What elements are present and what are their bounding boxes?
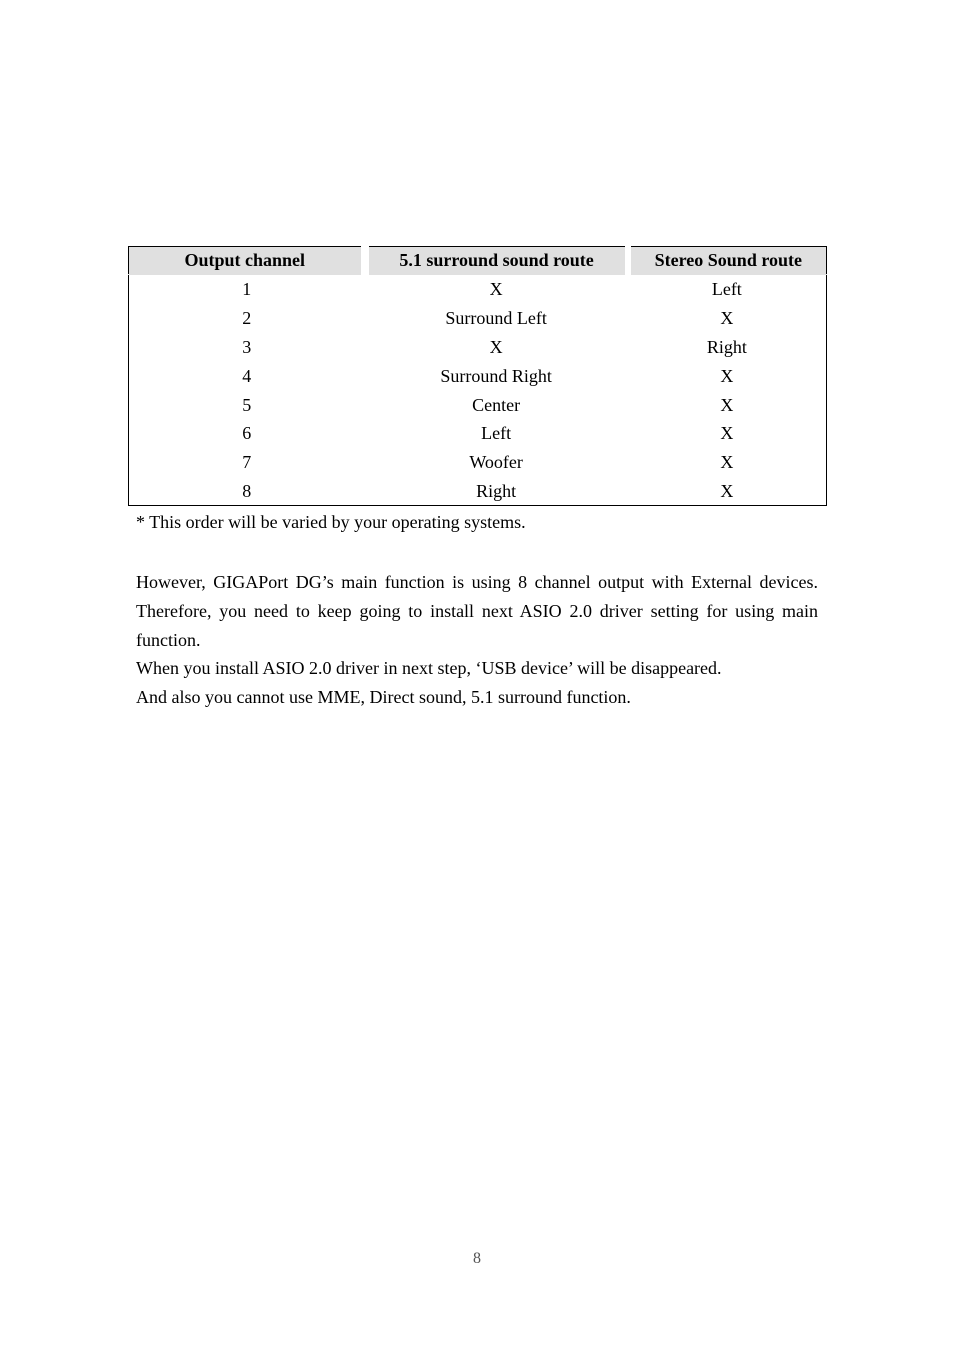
cell-output-channel: 1 — [242, 279, 252, 300]
paragraph-main-function: However, GIGAPort DG’s main function is using 8 channel output with External devices. Therefore, you need to keep going to install next ASIO 2.0 driver setting for using main function. — [136, 572, 818, 650]
cell-output-channel: 5 — [242, 394, 252, 415]
cell-output-channel: 3 — [242, 336, 252, 357]
header-surround-route: 5.1 surround sound route — [365, 247, 628, 275]
table-row — [129, 275, 827, 304]
cell-output-channel: 7 — [242, 452, 252, 473]
paragraph-usb-device-note: When you install ASIO 2.0 driver in next step, ‘USB device’ will be disappeared. — [136, 658, 722, 679]
header-stereo-route: Stereo Sound route — [628, 247, 827, 275]
table-row — [129, 477, 827, 506]
cell-surround-route: X — [489, 279, 503, 300]
table-footnote: * This order will be varied by your operating systems. — [136, 512, 526, 532]
page-number: 8 — [473, 1250, 481, 1267]
cell-output-channel: 4 — [242, 365, 252, 386]
cell-stereo-route: Right — [706, 336, 747, 357]
cell-output-channel: 2 — [242, 308, 252, 329]
cell-stereo-route: X — [720, 423, 734, 444]
table-row — [129, 361, 827, 390]
table-row — [129, 390, 827, 419]
cell-stereo-route: X — [720, 308, 734, 329]
table-row — [129, 448, 827, 477]
cell-surround-route: Center — [472, 394, 521, 415]
table-header-row — [129, 247, 827, 275]
cell-stereo-route: X — [720, 452, 734, 473]
table-row — [129, 419, 827, 448]
header-output-channel: Output channel — [129, 247, 365, 275]
cell-surround-route: Surround Right — [440, 365, 552, 386]
channel-routing-table — [128, 246, 827, 506]
cell-stereo-route: X — [720, 480, 734, 501]
cell-stereo-route: X — [720, 394, 734, 415]
cell-surround-route: Left — [481, 423, 512, 444]
cell-surround-route: Right — [476, 480, 517, 501]
body-text — [136, 568, 818, 712]
cell-stereo-route: Left — [711, 279, 742, 300]
cell-surround-route: Woofer — [469, 452, 523, 473]
cell-output-channel: 6 — [242, 423, 252, 444]
table-row — [129, 333, 827, 362]
cell-output-channel: 8 — [242, 480, 252, 501]
cell-surround-route: Surround Left — [445, 308, 547, 329]
paragraph-mme-note: And also you cannot use MME, Direct sound, 5.1 surround function. — [136, 687, 631, 708]
cell-surround-route: X — [489, 336, 503, 357]
cell-stereo-route: X — [720, 365, 734, 386]
table-row — [129, 304, 827, 333]
